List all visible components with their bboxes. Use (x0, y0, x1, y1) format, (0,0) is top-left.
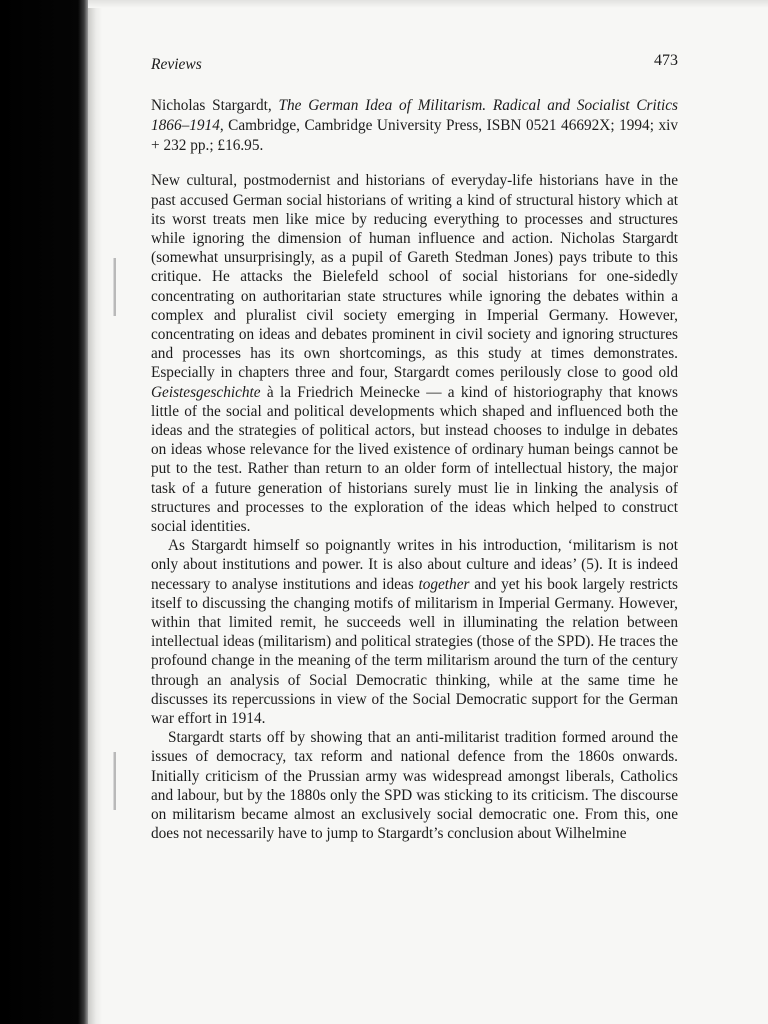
citation-book-title: The German Idea of Militarism. Radical and Socialist Critics 1866–1914 (151, 97, 678, 134)
book-binding-shadow (0, 0, 88, 1024)
review-body (151, 171, 678, 843)
citation-details: , Cambridge, Cambridge University Press, ISBN 0521 46692X; 1994; xiv + 232 pp.; £16.95. (151, 116, 678, 154)
section-title: Reviews (151, 56, 202, 73)
margin-pencil-mark (113, 258, 116, 316)
page-fold-shading (88, 0, 102, 1024)
paragraph-italic: Geistesgeschichte (151, 383, 261, 401)
page-content (151, 50, 678, 844)
running-header (151, 50, 678, 76)
top-edge-shading (88, 0, 768, 8)
paragraph-text: and yet his book largely restricts itself to discussing the changing motifs of militarism in Imperial Germany. However, within that limited remit, he succeeds well in illuminating the relation between intellectual ideas (militarism) and political strategies (those of the SPD). He traces the profound change in the meaning of the term militarism around the turn of the century through an analysis of Social Democratic thinking, while at the same time he discusses its repercussions in view of the Social Democratic support for the German war effort in 1914. (151, 575, 679, 728)
citation-author: Nicholas Stargardt, (151, 97, 279, 114)
paragraph (151, 536, 678, 728)
paragraph-italic: together (418, 575, 470, 593)
paragraph (151, 728, 678, 843)
paragraph-text: Stargardt starts off by showing that an anti-militarist tradition formed around the issues of democracy, tax reform and national defence from the 1860s onwards. Initially criticism of the Prussian army was widespread amongst liberals, Catholics and labour, but by the 1880s only the SPD was sticking to its criticism. The discourse on militarism became almost an exclusively social democratic one. From this, one does not necessarily have to jump to Stargardt’s conclusion about Wilhelmine (151, 729, 678, 843)
book-citation (151, 96, 678, 155)
paragraph-text: As Stargardt himself so poignantly writes in his introduction, ‘militarism is not only about institutions and power. It is also about culture and ideas’ (5). It is indeed necessary to analyse institutions and ideas (151, 537, 678, 593)
paragraph (151, 171, 678, 536)
page-number: 473 (654, 52, 678, 69)
margin-pencil-mark (113, 752, 116, 810)
paragraph-text: à la Friedrich Meinecke — a kind of historiography that knows little of the social and political developments which shaped and influenced both the ideas and the strategies of political actors, but instead chooses to indulge in debates on ideas whose relevance for the lived existence of ordinary human beings cannot be put to the test. Rather than return to an older form of intellectual history, the major task of a future generation of historians surely must lie in linking the analysis of structures and processes to the exploration of the ideas which helped to construct social identities. (151, 383, 678, 536)
paragraph-text: New cultural, postmodernist and historians of everyday-life historians have in the past accused German social historians of writing a kind of structural history which at its worst treats men like mice by reducing everything to processes and structures while ignoring the dimension of human influence and action. Nicholas Stargardt (somewhat unsurprisingly, as a pupil of Gareth Stedman Jones) pays tribute to this critique. He attacks the Bielefeld school of social historians for one-sidedly concentrating on authoritarian state structures while ignoring the debates within a complex and pluralist civil society emerging in Imperial Germany. However, concentrating on ideas and debates prominent in civil society and ignoring structures and processes has its own shortcomings, as this study at times demonstrates. Especially in chapters three and four, Stargardt comes perilously close to good old (151, 172, 678, 382)
